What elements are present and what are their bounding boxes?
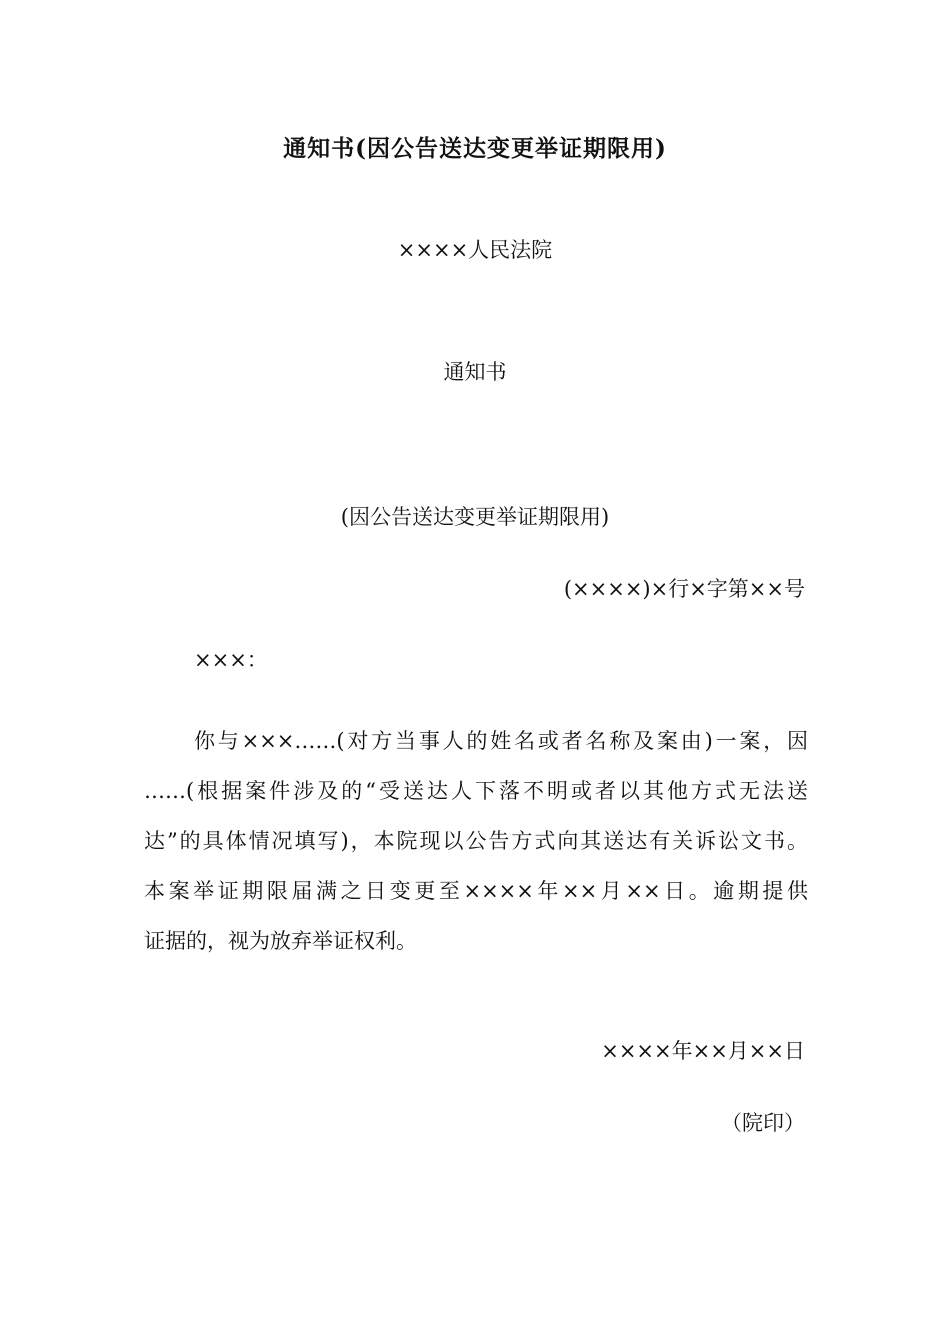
- document-title: 通知书(因公告送达变更举证期限用): [283, 135, 667, 162]
- document-type: 通知书: [443, 360, 507, 384]
- body-line: 你与×××……(对方当事人的姓名或者名称及案由)一案，因: [194, 729, 808, 753]
- body-line: 证据的，视为放弃举证权利。: [144, 929, 417, 953]
- body-line: 达”的具体情况填写)，本院现以公告方式向其送达有关诉讼文书。: [144, 829, 808, 853]
- body-paragraph: [144, 716, 808, 966]
- salutation: ×××：: [194, 648, 268, 672]
- body-line: 本案举证期限届满之日变更至××××年××月××日。逾期提供: [144, 879, 808, 903]
- court-name: ××××人民法院: [397, 238, 553, 262]
- case-number: (××××)×行×字第××号: [563, 577, 805, 601]
- body-line: ……(根据案件涉及的“受送达人下落不明或者以其他方式无法送: [144, 779, 808, 803]
- court-seal-label: （院印）: [721, 1111, 805, 1135]
- document-subtitle: (因公告送达变更举证期限用): [340, 505, 610, 529]
- issue-date: ××××年××月××日: [601, 1039, 805, 1063]
